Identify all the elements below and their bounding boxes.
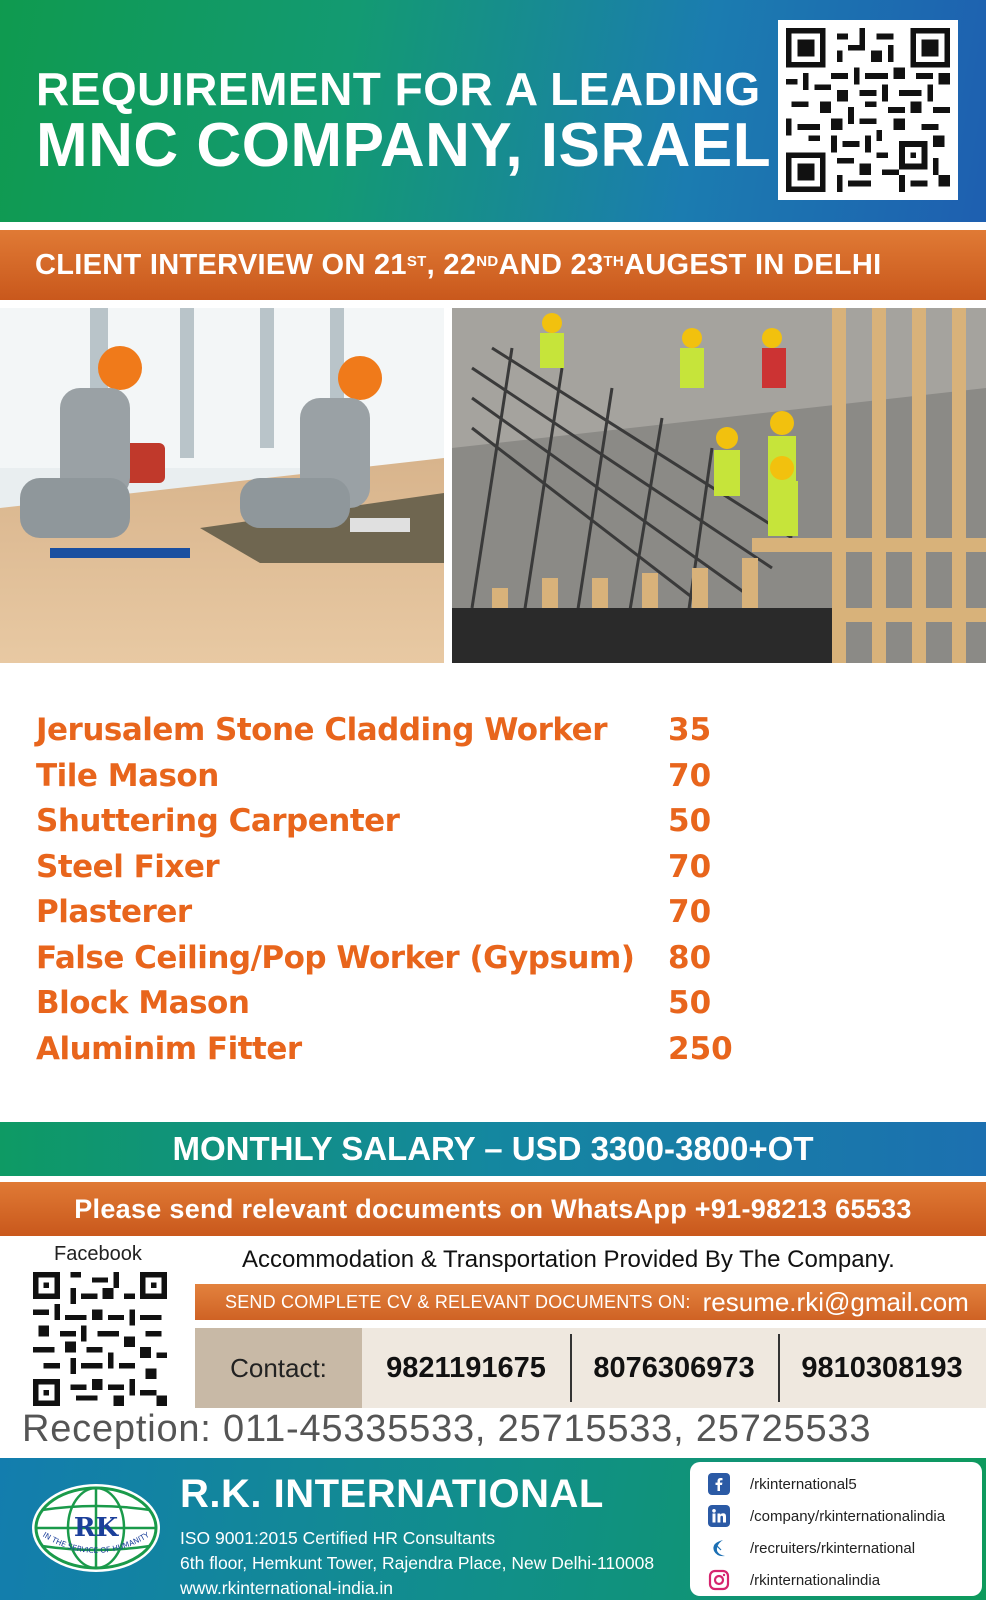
job-row	[36, 940, 796, 986]
cv-label: SEND COMPLETE CV & RELEVANT DOCUMENTS ON:	[225, 1291, 691, 1312]
contact-number[interactable]: 9821191675	[386, 1351, 546, 1384]
company-website-link[interactable]: www.rkinternational-india.in	[180, 1578, 394, 1598]
company-address: 6th floor, Hemkunt Tower, Rajendra Place, New Delhi-110008	[180, 1553, 655, 1573]
rk-globe-logo	[28, 1480, 164, 1576]
contact-box	[195, 1328, 986, 1408]
job-count: 80	[668, 939, 712, 976]
contact-number[interactable]: 8076306973	[570, 1328, 778, 1408]
job-title: Shuttering Carpenter	[36, 803, 400, 839]
steel-fixers-photo	[452, 308, 986, 663]
linkedin-icon	[708, 1505, 730, 1527]
contact-number[interactable]: 9810308193	[778, 1328, 986, 1408]
reception-phones: Reception: 011-45335533, 25715533, 25725533	[22, 1408, 872, 1450]
job-title: Jerusalem Stone Cladding Worker	[36, 712, 607, 748]
job-title: Steel Fixer	[36, 848, 220, 885]
cv-submission-bar	[195, 1284, 986, 1320]
interview-banner: CLIENT INTERVIEW ON 21 $^{ST}$ , 22 $^{ND}$ AND 23 $^{TH}$ AUGEST IN DELHI	[0, 230, 986, 300]
accommodation-note: Accommodation & Transportation Provided By The Company.	[242, 1246, 895, 1273]
social-link-linkedin[interactable]: /company/rkinternationalindia	[708, 1500, 982, 1532]
job-row	[36, 1031, 796, 1077]
header-title-line1: REQUIREMENT FOR A LEADING	[36, 63, 761, 115]
instagram-icon	[708, 1569, 730, 1591]
tile-workers-photo	[0, 308, 444, 663]
header-title-line2: MNC COMPANY, ISRAEL	[36, 111, 772, 180]
job-row	[36, 803, 796, 849]
job-title: Tile Mason	[36, 757, 219, 794]
header-banner	[0, 0, 986, 222]
job-row	[36, 712, 796, 758]
company-name: R.K. INTERNATIONAL	[180, 1472, 604, 1516]
facebook-qr-code	[33, 1272, 167, 1406]
social-links	[690, 1462, 982, 1596]
svg-text:RK: RK	[73, 1513, 119, 1543]
social-link-instagram[interactable]: /rkinternationalindia	[708, 1564, 982, 1596]
job-count: 70	[668, 757, 712, 794]
job-list	[36, 712, 796, 1076]
job-row	[36, 985, 796, 1031]
cv-email-link[interactable]: resume.rki@gmail.com	[702, 1286, 969, 1317]
social-link-facebook[interactable]: /rkinternational5	[708, 1468, 982, 1500]
facebook-icon	[708, 1473, 730, 1495]
job-count: 35	[668, 712, 712, 748]
recruiters-icon	[708, 1537, 730, 1559]
job-count: 50	[668, 803, 712, 839]
social-link-recruiters[interactable]: /recruiters/rkinternational	[708, 1532, 982, 1564]
job-title: Block Mason	[36, 985, 250, 1021]
footer	[0, 1458, 986, 1600]
job-row	[36, 758, 796, 804]
whatsapp-banner: Please send relevant documents on WhatsApp +91-98213 65533	[0, 1182, 986, 1236]
job-count: 70	[668, 848, 712, 885]
job-title: Aluminim Fitter	[36, 1030, 302, 1067]
qr-code	[778, 20, 958, 200]
job-count: 70	[668, 894, 712, 930]
job-row	[36, 894, 796, 940]
svg-text:IN THE SERVICE OF HUMANITY: IN THE SERVICE OF HUMANITY	[41, 1530, 151, 1556]
job-title: Plasterer	[36, 894, 192, 930]
job-count: 50	[668, 985, 712, 1021]
salary-banner: MONTHLY SALARY – USD 3300-3800+OT	[0, 1122, 986, 1176]
job-title: False Ceiling/Pop Worker (Gypsum)	[36, 939, 635, 976]
company-cert: ISO 9001:2015 Certified HR Consultants	[180, 1528, 496, 1548]
job-count: 250	[668, 1030, 733, 1067]
facebook-label: Facebook	[54, 1243, 142, 1265]
contact-label: Contact:	[195, 1328, 362, 1408]
job-row	[36, 849, 796, 895]
